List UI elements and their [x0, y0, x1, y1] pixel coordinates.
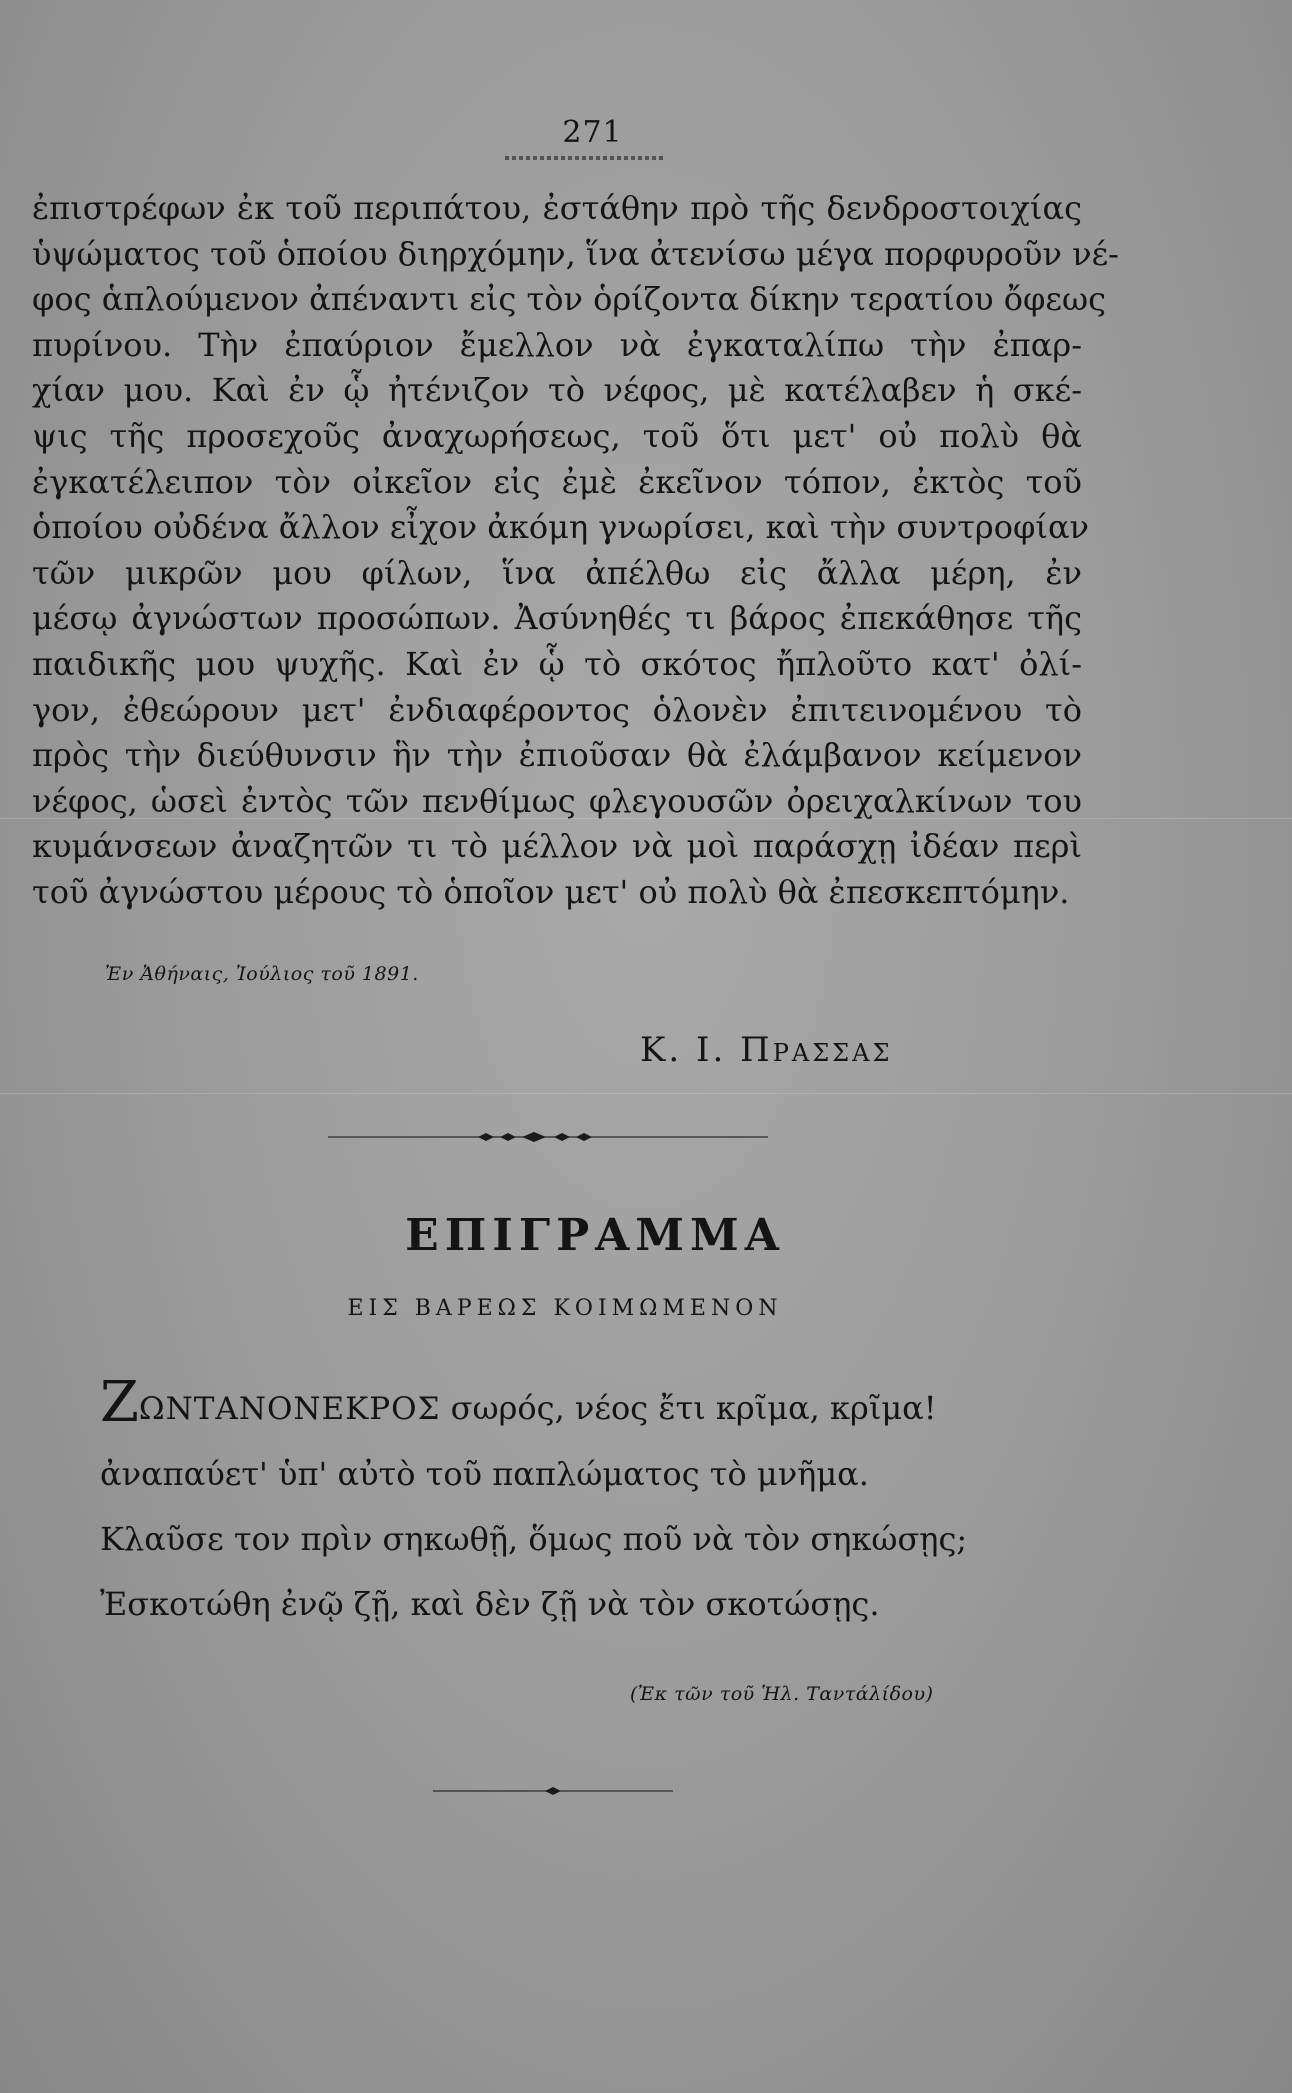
prose-line: μέσῳ ἀγνώστων προσώπων. Ἀσύνηθές τι βάρος ἐπεκάθησε τῆς	[32, 599, 1082, 638]
place-date-line: Ἐν Ἀθήναις, Ἰούλιος τοῦ 1891.	[105, 963, 419, 985]
page-number: 271	[562, 115, 623, 150]
prose-line: ὑψώματος τοῦ ὁποίου διηρχόμην, ἵνα ἀτενίσω μέγα πορφυροῦν νέ-	[32, 234, 1119, 273]
end-rule	[433, 1785, 673, 1797]
prose-line: πυρίνου. Τὴν ἐπαύριον ἔμελλον νὰ ἐγκαταλίπω τὴν ἐπαρ-	[32, 325, 1082, 364]
prose-line: παιδικῆς μου ψυχῆς. Καὶ ἐν ᾧ τὸ σκότος ἤπλοῦτο κατ' ὀλί-	[32, 644, 1082, 683]
prose-line: γον, ἐθεώρουν μετ' ἐνδιαφέροντος ὁλονὲν ἐπιτεινομένου τὸ	[32, 690, 1082, 729]
page-number-underline	[505, 156, 665, 160]
poem-title: ΕΠΙΓΡΑΜΜΑ	[405, 1210, 785, 1261]
poem-line: Κλαῦσε τον πρὶν σηκωθῇ, ὅμως ποῦ νὰ τὸν σηκώσῃς;	[100, 1520, 968, 1558]
prose-line: ἐγκατέλειπον τὸν οἰκεῖον εἰς ἐμὲ ἐκεῖνον τόπον, ἐκτὸς τοῦ	[32, 462, 1082, 501]
prose-line: φος ἁπλούμενον ἀπέναντι εἰς τὸν ὁρίζοντα δίκην τερατίου ὄφεως	[32, 280, 1106, 319]
poem-subtitle: ΕΙΣ ΒΑΡΕΩΣ ΚΟΙΜΩΜΕΝΟΝ	[347, 1296, 783, 1321]
section-ornament	[328, 1130, 768, 1144]
prose-line: νέφος, ὡσεὶ ἐντὸς τῶν πενθίμως φλεγουσῶν ὀρειχαλκίνων του	[32, 781, 1082, 820]
prose-line: κυμάνσεων ἀναζητῶν τι τὸ μέλλον νὰ μοὶ παράσχῃ ἰδέαν περὶ	[32, 827, 1082, 866]
prose-line: πρὸς τὴν διεύθυνσιν ἣν τὴν ἐπιοῦσαν θὰ ἐλάμβανον κείμενον	[32, 736, 1082, 775]
prose-line: ψις τῆς προσεχοῦς ἀναχωρήσεως, τοῦ ὅτι μετ' οὐ πολὺ θὰ	[32, 416, 1082, 455]
poem-line: ἀναπαύετ' ὑπ' αὐτὸ τοῦ παπλώματος τὸ μνῆμα.	[100, 1455, 869, 1493]
scan-band	[0, 1093, 1292, 1094]
prose-line: ἐπιστρέφων ἐκ τοῦ περιπάτου, ἐστάθην πρὸ τῆς δενδροστοιχίας	[32, 189, 1082, 227]
poem-line: Ἐσκοτώθη ἐνῷ ζῇ, καὶ δὲν ζῇ νὰ τὸν σκοτώσῃς.	[100, 1585, 880, 1623]
prose-line: χίαν μου. Καὶ ἐν ᾧ ἠτένιζον τὸ νέφος, μὲ κατέλαβεν ἡ σκέ-	[32, 371, 1082, 410]
prose-line: ὁποίου οὐδένα ἄλλον εἶχον ἀκόμη γνωρίσει, καὶ τὴν συντροφίαν	[32, 508, 1089, 547]
poem-line-text: σωρός, νέος ἔτι κρῖμα, κρῖμα!	[440, 1389, 937, 1427]
drop-cap: Ζ	[100, 1370, 139, 1435]
poem-line	[100, 1370, 1040, 1442]
prose-line: τῶν μικρῶν μου φίλων, ἵνα ἀπέλθω εἰς ἄλλα μέρη, ἐν	[32, 553, 1082, 592]
prose-line: τοῦ ἀγνώστου μέρους τὸ ὁποῖον μετ' οὐ πολὺ θὰ ἐπεσκεπτόμην.	[32, 872, 1070, 911]
prose-paragraph	[32, 186, 1119, 916]
poem-body	[100, 1370, 1040, 1637]
poem-source: (Ἐκ τῶν τοῦ Ἡλ. Ταντάλίδου)	[630, 1683, 934, 1705]
author-signature: Κ. Ι. Πρασσας	[640, 1030, 893, 1070]
poem-first-word: ΩΝΤΑΝΟΝΕΚΡΟΣ	[138, 1391, 441, 1427]
